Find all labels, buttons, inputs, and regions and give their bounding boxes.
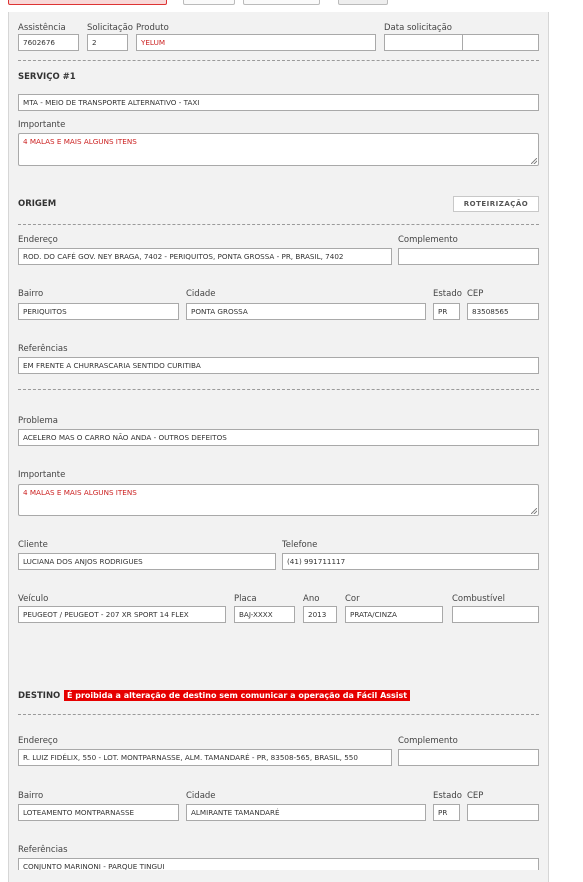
- solicitacao-field[interactable]: 2: [87, 34, 128, 51]
- produto-field[interactable]: YELUM: [136, 34, 376, 51]
- importante-text: 4 MALAS E MAIS ALGUNS ITENS: [23, 137, 137, 146]
- origem-cidade-label: Cidade: [186, 289, 216, 299]
- origem-endereco-label: Endereço: [18, 235, 58, 245]
- origem-endereco-field[interactable]: ROD. DO CAFÉ GOV. NEY BRAGA, 7402 - PERIQUITOS, PONTA GROSSA - PR, BRASIL, 7402: [18, 248, 392, 265]
- problema-importante-text: 4 MALAS E MAIS ALGUNS ITENS: [23, 488, 137, 497]
- cliente-label: Cliente: [18, 540, 48, 550]
- resize-grip-icon[interactable]: [531, 508, 537, 514]
- ano-field[interactable]: 2013: [303, 606, 337, 623]
- cliente-field[interactable]: LUCIANA DOS ANJOS RODRIGUES: [18, 553, 276, 570]
- solicitacao-label: Solicitação: [87, 23, 133, 33]
- assistencia-label: Assistência: [18, 23, 66, 33]
- problema-importante-textarea[interactable]: [18, 484, 539, 516]
- origem-title: ORIGEM: [18, 199, 57, 209]
- divider: [18, 389, 539, 390]
- veiculo-field[interactable]: PEUGEOT / PEUGEOT - 207 XR SPORT 14 FLEX: [18, 606, 226, 623]
- data-solicitacao-label: Data solicitação: [384, 23, 453, 33]
- destino-bairro-label: Bairro: [18, 791, 44, 801]
- destino-cep-label: CEP: [467, 791, 484, 801]
- telefone-label: Telefone: [282, 540, 318, 550]
- destino-estado-label: Estado: [433, 791, 462, 801]
- origem-referencias-label: Referências: [18, 344, 68, 354]
- top-tab[interactable]: [183, 0, 235, 5]
- cor-label: Cor: [345, 594, 360, 604]
- origem-complemento-field[interactable]: [398, 248, 539, 265]
- destino-estado-field[interactable]: PR: [433, 804, 460, 821]
- origem-estado-field[interactable]: PR: [433, 303, 460, 320]
- placa-field[interactable]: BAJ-XXXX: [234, 606, 295, 623]
- destino-referencias-label: Referências: [18, 845, 68, 855]
- problema-field[interactable]: ACELERO MAS O CARRO NÃO ANDA - OUTROS DEFEITOS: [18, 429, 539, 446]
- destino-cep-field[interactable]: [467, 804, 539, 821]
- importante-textarea[interactable]: [18, 133, 539, 166]
- divider: [18, 714, 539, 715]
- veiculo-label: Veículo: [18, 594, 49, 604]
- resize-grip-icon[interactable]: [531, 158, 537, 164]
- cor-field[interactable]: PRATA/CINZA: [345, 606, 443, 623]
- origem-estado-label: Estado: [433, 289, 462, 299]
- destino-cidade-label: Cidade: [186, 791, 216, 801]
- telefone-field[interactable]: (41) 991711117: [282, 553, 539, 570]
- produto-label: Produto: [136, 23, 169, 33]
- problema-importante-label: Importante: [18, 470, 66, 480]
- ano-label: Ano: [303, 594, 320, 604]
- destino-title: DESTINO: [18, 691, 61, 701]
- roteirizacao-button[interactable]: ROTEIRIZAÇÃO: [453, 196, 539, 212]
- servico-field[interactable]: MTA - MEIO DE TRANSPORTE ALTERNATIVO - TAXI: [18, 94, 539, 111]
- divider: [18, 224, 539, 225]
- data-solicitacao-field[interactable]: [384, 34, 463, 51]
- origem-cep-field[interactable]: 83508565: [467, 303, 539, 320]
- destino-endereco-field[interactable]: R. LUIZ FIDÉLIX, 550 - LOT. MONTPARNASSE, ALM. TAMANDARÉ - PR, 83508-565, BRASIL, 550: [18, 749, 392, 766]
- combustivel-label: Combustível: [452, 594, 505, 604]
- destino-bairro-field[interactable]: LOTEAMENTO MONTPARNASSE: [18, 804, 179, 821]
- destino-cidade-field[interactable]: ALMIRANTE TAMANDARÉ: [186, 804, 426, 821]
- origem-cidade-field[interactable]: PONTA GROSSA: [186, 303, 426, 320]
- servico-title: SERVIÇO #1: [18, 72, 76, 82]
- divider: [18, 60, 539, 61]
- destino-warning-badge: É proibida a alteração de destino sem comunicar a operação da Fácil Assist: [64, 690, 410, 701]
- destino-complemento-label: Complemento: [398, 736, 458, 746]
- origem-complemento-label: Complemento: [398, 235, 458, 245]
- destino-endereco-label: Endereço: [18, 736, 58, 746]
- top-tab[interactable]: [338, 0, 388, 5]
- importante-label: Importante: [18, 120, 66, 130]
- top-toolbar: [0, 0, 583, 6]
- combustivel-field[interactable]: [452, 606, 539, 623]
- top-tab[interactable]: [243, 0, 320, 5]
- hora-solicitacao-field[interactable]: [462, 34, 539, 51]
- placa-label: Placa: [234, 594, 257, 604]
- assistencia-field[interactable]: 7602676: [18, 34, 79, 51]
- problema-label: Problema: [18, 416, 58, 426]
- origem-cep-label: CEP: [467, 289, 484, 299]
- origem-bairro-label: Bairro: [18, 289, 44, 299]
- top-tab-active[interactable]: [8, 0, 167, 5]
- origem-bairro-field[interactable]: PERIQUITOS: [18, 303, 179, 320]
- destino-referencias-field[interactable]: CONJUNTO MARINONI - PARQUE TINGUI: [18, 858, 539, 870]
- origem-referencias-field[interactable]: EM FRENTE A CHURRASCARIA SENTIDO CURITIBA: [18, 357, 539, 374]
- destino-complemento-field[interactable]: [398, 749, 539, 766]
